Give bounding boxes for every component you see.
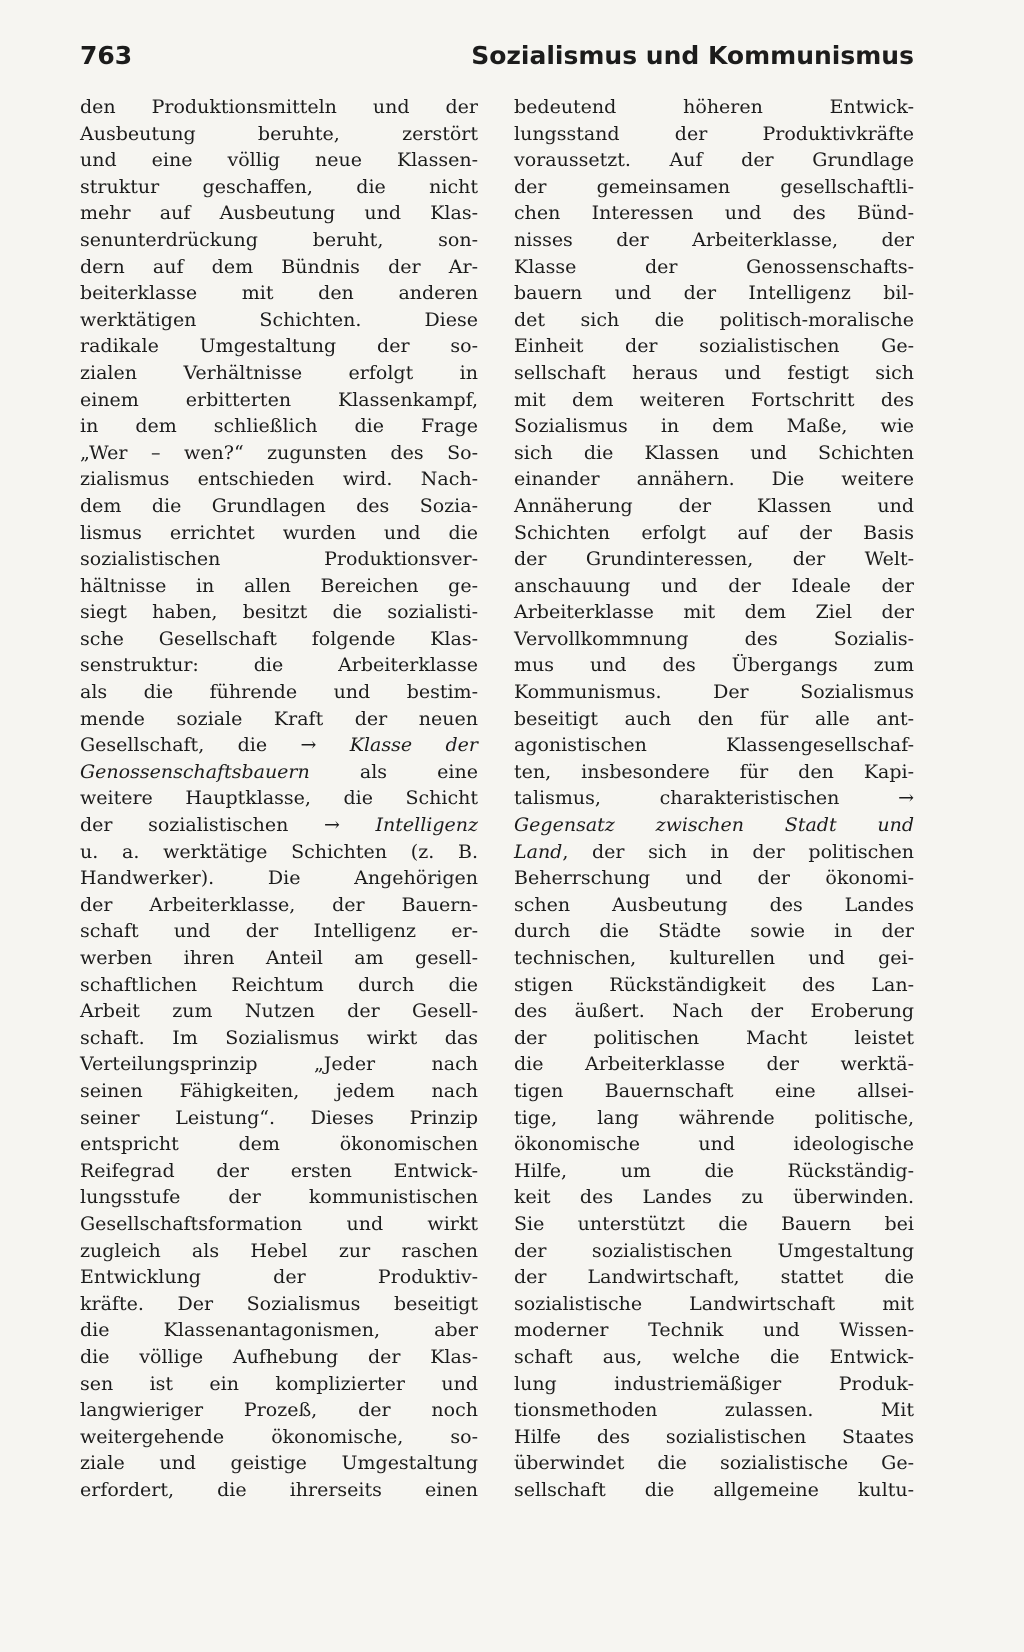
text-line [80, 573, 478, 600]
text-run: die völlige Aufhebung der Klas- [80, 1345, 478, 1368]
text-run: seiner Leistung“. Dieses Prinzip [80, 1106, 478, 1129]
text-run: ökonomische und ideologische [514, 1133, 914, 1156]
text-line [80, 1025, 478, 1052]
cross-reference: Land [514, 840, 563, 863]
text-line [80, 652, 478, 679]
text-line [80, 307, 478, 334]
text-line [514, 280, 914, 307]
text-line [514, 520, 914, 547]
text-run: weitergehende ökonomische, so- [80, 1425, 478, 1448]
text-line [514, 785, 914, 812]
cross-reference: Gegensatz zwischen Stadt und [514, 814, 914, 837]
text-line [80, 1238, 478, 1265]
text-line [514, 1371, 914, 1398]
text-line [514, 1184, 914, 1211]
text-run: ten, insbesondere für den Kapi- [514, 760, 914, 783]
text-run: der Grundinteressen, der Welt- [514, 548, 914, 571]
page-header [80, 36, 914, 76]
text-line [514, 865, 914, 892]
text-line [514, 706, 914, 733]
cross-reference: → Intelligenz [324, 814, 479, 837]
text-run: lismus errichtet wurden und die [80, 521, 478, 544]
text-line [80, 1211, 478, 1238]
text-run: Arbeiterklasse mit dem Ziel der [514, 601, 914, 624]
text-run: keit des Landes zu überwinden. [514, 1186, 914, 1209]
text-run: durch die Städte sowie in der [514, 920, 914, 943]
text-run: „Wer – wen?“ zugunsten des So- [80, 441, 478, 464]
right-text-column [514, 94, 914, 1503]
page-number: 763 [80, 41, 133, 70]
text-run: agonistischen Klassengesellschaf- [514, 734, 914, 757]
text-run: , der sich in der politischen [562, 840, 914, 863]
text-run: werktätigen Schichten. Diese [80, 308, 478, 331]
text-run: moderner Technik und Wissen- [514, 1319, 914, 1342]
text-line [514, 759, 914, 786]
text-run: Gesellschaftsformation und wirkt [80, 1212, 478, 1235]
text-line [514, 254, 914, 281]
text-run: sen ist ein komplizierter und [80, 1372, 478, 1395]
cross-reference: → Klasse der [300, 734, 478, 757]
text-run: zialen Verhältnisse erfolgt in [80, 361, 478, 384]
text-run: stigen Rückständigkeit des Lan- [514, 973, 914, 996]
text-run: schaft. Im Sozialismus wirkt das [80, 1026, 478, 1049]
text-run: lungsstufe der kommunistischen [80, 1186, 478, 1209]
text-run: Hilfe des sozialistischen Staates [514, 1425, 914, 1448]
text-run: Sozialismus in dem Maße, wie [514, 415, 914, 438]
text-line [80, 227, 478, 254]
text-line [514, 839, 914, 866]
text-run: beseitigt auch den für alle ant- [514, 707, 914, 730]
text-line [80, 1477, 478, 1504]
text-run: Reifegrad der ersten Entwick- [80, 1159, 478, 1182]
text-run: den Produktionsmitteln und der [80, 96, 478, 118]
text-line [514, 972, 914, 999]
text-run: erfordert, die ihrerseits einen [80, 1478, 478, 1501]
text-line [80, 387, 478, 414]
text-run: mehr auf Ausbeutung und Klas- [80, 202, 478, 225]
text-run: tigen Bauernschaft eine allsei- [514, 1079, 914, 1102]
text-run: struktur geschaffen, die nicht [80, 175, 478, 198]
text-run: sche Gesellschaft folgende Klas- [80, 627, 478, 650]
text-line [80, 839, 478, 866]
text-line [514, 1025, 914, 1052]
text-run: tionsmethoden zulassen. Mit [514, 1399, 914, 1422]
text-line [80, 1184, 478, 1211]
text-run: Kommunismus. Der Sozialismus [514, 681, 914, 704]
text-line [80, 121, 478, 148]
text-run: als die führende und bestim- [80, 681, 478, 704]
text-run: bauern und der Intelligenz bil- [514, 282, 914, 305]
text-line [514, 599, 914, 626]
text-run: nisses der Arbeiterklasse, der [514, 228, 914, 251]
text-line [80, 679, 478, 706]
text-line [80, 174, 478, 201]
text-line [80, 413, 478, 440]
text-line [514, 227, 914, 254]
text-line [80, 759, 478, 786]
text-run: der sozialistischen [80, 814, 289, 837]
text-run: Vervollkommnung des Sozialis- [514, 627, 914, 650]
text-line [80, 280, 478, 307]
text-line [80, 333, 478, 360]
text-run: mende soziale Kraft der neuen [80, 707, 478, 730]
text-run: Hilfe, um die Rückständig- [514, 1159, 914, 1182]
text-line [80, 1450, 478, 1477]
text-run: der sozialistischen Umgestaltung [514, 1239, 914, 1262]
text-run: dem die Grundlagen des Sozia- [80, 494, 478, 517]
text-line [80, 998, 478, 1025]
text-line [80, 254, 478, 281]
text-run: schaft und der Intelligenz er- [80, 920, 478, 943]
text-run: dern auf dem Bündnis der Ar- [80, 255, 478, 278]
text-line [80, 1158, 478, 1185]
text-run: u. a. werktätige Schichten (z. B. [80, 840, 478, 863]
text-line [514, 892, 914, 919]
text-run: sozialistische Landwirtschaft mit [514, 1292, 914, 1315]
text-line [80, 1105, 478, 1132]
text-run: als eine [309, 760, 478, 783]
text-line [514, 466, 914, 493]
text-run: Einheit der sozialistischen Ge- [514, 335, 914, 358]
text-line [80, 1344, 478, 1371]
text-line [80, 1264, 478, 1291]
text-line [514, 1291, 914, 1318]
text-run: schen Ausbeutung des Landes [514, 893, 914, 916]
text-line [80, 785, 478, 812]
text-run: überwindet die sozialistische Ge- [514, 1452, 914, 1475]
text-run: sellschaft die allgemeine kultu- [514, 1478, 914, 1501]
text-run: Handwerker). Die Angehörigen [80, 867, 478, 890]
text-run: schaft aus, welche die Entwick- [514, 1345, 914, 1368]
text-line [514, 1078, 914, 1105]
text-run: mus und des Übergangs zum [514, 654, 914, 677]
text-line [80, 147, 478, 174]
text-line [514, 1344, 914, 1371]
text-run: Gesellschaft, die [80, 734, 268, 757]
text-line [514, 307, 914, 334]
text-line [80, 1317, 478, 1344]
text-line [514, 918, 914, 945]
text-run: sozialistischen Produktionsver- [80, 548, 478, 571]
text-run: chen Interessen und des Bünd- [514, 202, 914, 225]
text-run: technischen, kulturellen und gei- [514, 947, 914, 969]
text-run: lungsstand der Produktivkräfte [514, 122, 914, 145]
text-line [80, 599, 478, 626]
text-line [514, 94, 914, 121]
text-run: Arbeit zum Nutzen der Gesell- [80, 1000, 478, 1023]
text-line [80, 1051, 478, 1078]
text-line [80, 1078, 478, 1105]
text-run: zialismus entschieden wird. Nach- [80, 468, 478, 491]
text-run: sich die Klassen und Schichten [514, 441, 914, 464]
text-run: der Arbeiterklasse, der Bauern- [80, 893, 478, 916]
text-run: voraussetzt. Auf der Grundlage [514, 149, 914, 172]
left-text-column [80, 94, 478, 1503]
text-line [514, 652, 914, 679]
text-run: langwieriger Prozeß, der noch [80, 1399, 478, 1422]
text-run: entspricht dem ökonomischen [80, 1133, 478, 1156]
text-run: siegt haben, besitzt die sozialisti- [80, 601, 478, 624]
text-line [80, 1397, 478, 1424]
text-line [514, 1105, 914, 1132]
text-run: die Arbeiterklasse der werktä- [514, 1053, 914, 1076]
text-run: bedeutend höheren Entwick- [514, 96, 914, 118]
text-line [514, 1424, 914, 1451]
text-run: det sich die politisch-moralische [514, 308, 914, 331]
text-run: einander annähern. Die weitere [514, 468, 914, 491]
text-line [80, 360, 478, 387]
text-line [514, 1317, 914, 1344]
text-run: und eine völlig neue Klassen- [80, 149, 478, 172]
text-line [514, 333, 914, 360]
text-line [514, 121, 914, 148]
text-run: sellschaft heraus und festigt sich [514, 361, 914, 384]
text-line [80, 1371, 478, 1398]
text-run: weitere Hauptklasse, die Schicht [80, 787, 478, 810]
text-line [80, 945, 478, 972]
text-line [80, 493, 478, 520]
text-run: Klasse der Genossenschafts- [514, 255, 914, 278]
text-line [514, 1131, 914, 1158]
text-run: seinen Fähigkeiten, jedem nach [80, 1079, 478, 1102]
text-run: Verteilungsprinzip „Jeder nach [80, 1053, 478, 1076]
running-title: Sozialismus und Kommunismus [471, 41, 914, 70]
text-line [80, 865, 478, 892]
text-line [514, 147, 914, 174]
text-line [514, 945, 914, 972]
text-run: einem erbitterten Klassenkampf, [80, 388, 478, 411]
text-run: der gemeinsamen gesellschaftli- [514, 175, 914, 198]
text-run: die Klassenantagonismen, aber [80, 1319, 478, 1342]
text-line [514, 626, 914, 653]
text-line [514, 360, 914, 387]
text-line [514, 1238, 914, 1265]
text-run: Entwicklung der Produktiv- [80, 1266, 478, 1289]
text-line [80, 706, 478, 733]
text-line [80, 812, 478, 839]
cross-reference: Genossenschaftsbauern [80, 760, 310, 783]
text-run: radikale Umgestaltung der so- [80, 335, 478, 358]
text-line [514, 1450, 914, 1477]
text-line [80, 440, 478, 467]
text-line [80, 94, 478, 121]
text-line [514, 387, 914, 414]
text-run: hältnisse in allen Bereichen ge- [80, 574, 478, 597]
text-run: Schichten erfolgt auf der Basis [514, 521, 914, 544]
text-line [80, 466, 478, 493]
text-line [80, 732, 478, 759]
text-line [514, 1264, 914, 1291]
text-run: senstruktur: die Arbeiterklasse [80, 654, 478, 677]
text-line [514, 679, 914, 706]
text-line [80, 1291, 478, 1318]
text-line [80, 918, 478, 945]
text-run: schaftlichen Reichtum durch die [80, 973, 478, 996]
text-run: senunterdrückung beruht, son- [80, 228, 478, 251]
text-run: Ausbeutung beruhte, zerstört [80, 122, 478, 145]
text-run: lung industriemäßiger Produk- [514, 1372, 914, 1395]
text-run: der Landwirtschaft, stattet die [514, 1266, 914, 1289]
text-line [514, 573, 914, 600]
text-line [514, 1397, 914, 1424]
text-line [514, 1477, 914, 1504]
text-run: des äußert. Nach der Eroberung [514, 1000, 914, 1023]
text-run: der politischen Macht leistet [514, 1026, 914, 1049]
text-line [80, 200, 478, 227]
text-line [80, 1424, 478, 1451]
text-line [514, 1051, 914, 1078]
text-run: Annäherung der Klassen und [514, 494, 914, 517]
text-run: anschauung und der Ideale der [514, 574, 914, 597]
text-run: tige, lang währende politische, [514, 1106, 914, 1129]
text-line [514, 440, 914, 467]
text-line [80, 626, 478, 653]
text-line [80, 1131, 478, 1158]
text-run: beiterklasse mit den anderen [80, 282, 478, 305]
text-run: talismus, charakteristischen → [514, 787, 914, 810]
text-line [514, 732, 914, 759]
text-run: zugleich als Hebel zur raschen [80, 1239, 478, 1262]
text-run: Beherrschung und der ökonomi- [514, 867, 914, 890]
text-line [80, 892, 478, 919]
text-line [514, 493, 914, 520]
text-line [514, 174, 914, 201]
text-run: ziale und geistige Umgestaltung [80, 1452, 478, 1475]
text-line [80, 520, 478, 547]
text-line [514, 1211, 914, 1238]
text-line [514, 413, 914, 440]
text-run: werben ihren Anteil am gesell- [80, 947, 478, 969]
text-line [514, 200, 914, 227]
text-line [514, 998, 914, 1025]
text-run: mit dem weiteren Fortschritt des [514, 388, 914, 411]
text-line [80, 546, 478, 573]
text-run: in dem schließlich die Frage [80, 415, 478, 438]
text-run: Sie unterstützt die Bauern bei [514, 1212, 914, 1235]
text-line [80, 972, 478, 999]
text-run: kräfte. Der Sozialismus beseitigt [80, 1292, 478, 1315]
text-line [514, 812, 914, 839]
text-line [514, 1158, 914, 1185]
text-line [514, 546, 914, 573]
